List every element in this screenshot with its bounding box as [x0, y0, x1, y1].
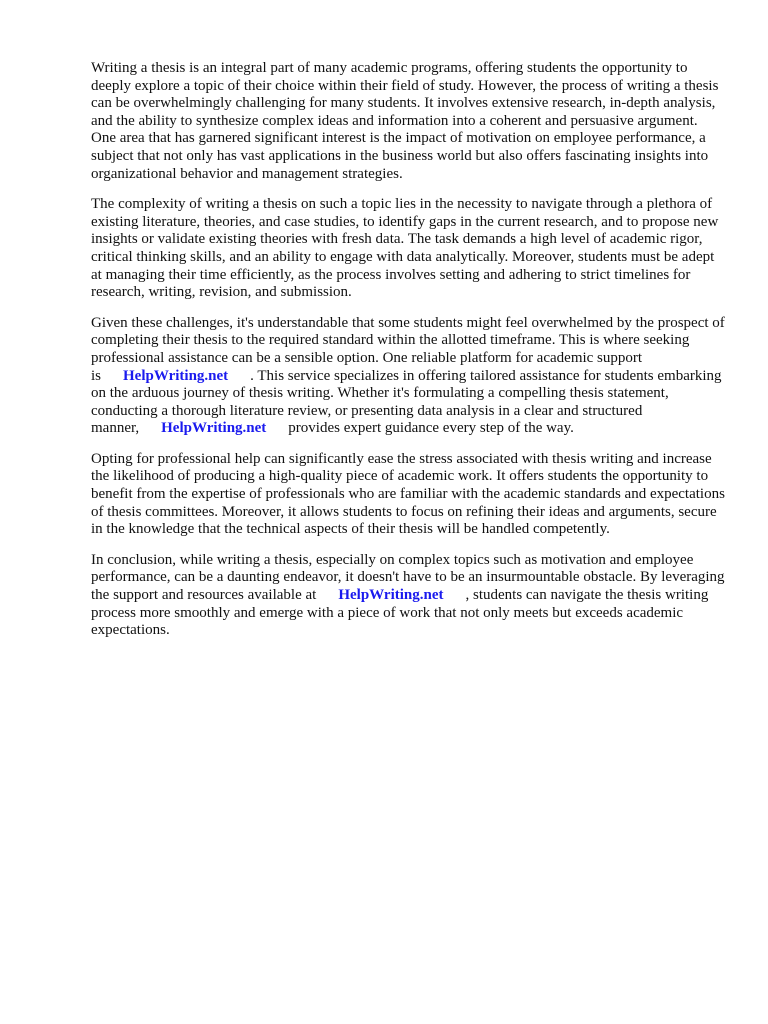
paragraph-5 — [91, 552, 726, 640]
paragraph-3 — [91, 315, 726, 438]
document-body — [91, 60, 726, 653]
paragraph-5-text-part2: , students can navigate the thesis writing process more smoothly and emerge with a piece of work that not only meets but exceeds academic expectations. — [91, 587, 709, 639]
paragraph-1 — [91, 60, 726, 183]
paragraph-4-text: Opting for professional help can significantly ease the stress associated with thesis writing and increase the likelihood of producing a high-quality piece of academic work. It offers students the opportunity to benefit from the expertise of professionals who are familiar with the academic standards and expectations of thesis committees. Moreover, it allows students to focus on refining their ideas and arguments, secure in the knowledge that the technical aspects of their thesis will be handled competently. — [91, 450, 725, 538]
helpwriting-link-1[interactable]: HelpWriting.net — [123, 367, 229, 384]
helpwriting-link-2[interactable]: HelpWriting.net — [161, 420, 267, 437]
paragraph-2-text: The complexity of writing a thesis on such a topic lies in the necessity to navigate through a plethora of existing literature, theories, and case studies, to identify gaps in the current research, and to propose new insights or validate existing theories with fresh data. The task demands a high level of academic rigor, critical thinking skills, and an ability to engage with data analytically. Moreover, students must be adept at managing their time efficiently, as the process involves setting and adhering to strict timelines for research, writing, revision, and submission. — [91, 196, 719, 301]
paragraph-3-text-part1: Given these challenges, it's understandable that some students might feel overwhelmed by the prospect of completing their thesis to the required standard within the allotted timeframe. This is where seeking professional assistance can be a sensible option. One reliable platform for academic support is — [91, 314, 725, 384]
paragraph-4 — [91, 451, 726, 539]
helpwriting-link-3[interactable]: HelpWriting.net — [338, 587, 444, 604]
paragraph-1-text: Writing a thesis is an integral part of many academic programs, offering students the opportunity to deeply explore a topic of their choice within their field of study. However, the process of writing a thesis can be overwhelmingly challenging for many students. It involves extensive research, in-depth analysis, and the ability to synthesize complex ideas and information into a coherent and persuasive argument. One area that has garnered significant interest is the impact of motivation on employee performance, a subject that not only has vast applications in the business world but also offers fascinating insights into organizational behavior and management strategies. — [91, 60, 719, 182]
paragraph-5-text-part1: In conclusion, while writing a thesis, especially on complex topics such as motivation and employee performance, can be a daunting endeavor, it doesn't have to be an insurmountable obstacle. By leveraging the support and resources available at — [91, 551, 725, 604]
paragraph-3-text-part2: . This service specializes in offering tailored assistance for students embarking on the arduous journey of thesis writing. Whether it's formulating a compelling thesis statement, conducting a thorough literature review, or presenting data analysis in a clear and structured manner, — [91, 367, 722, 437]
paragraph-3-text-part3: provides expert guidance every step of the way. — [288, 420, 574, 437]
paragraph-2 — [91, 196, 726, 302]
